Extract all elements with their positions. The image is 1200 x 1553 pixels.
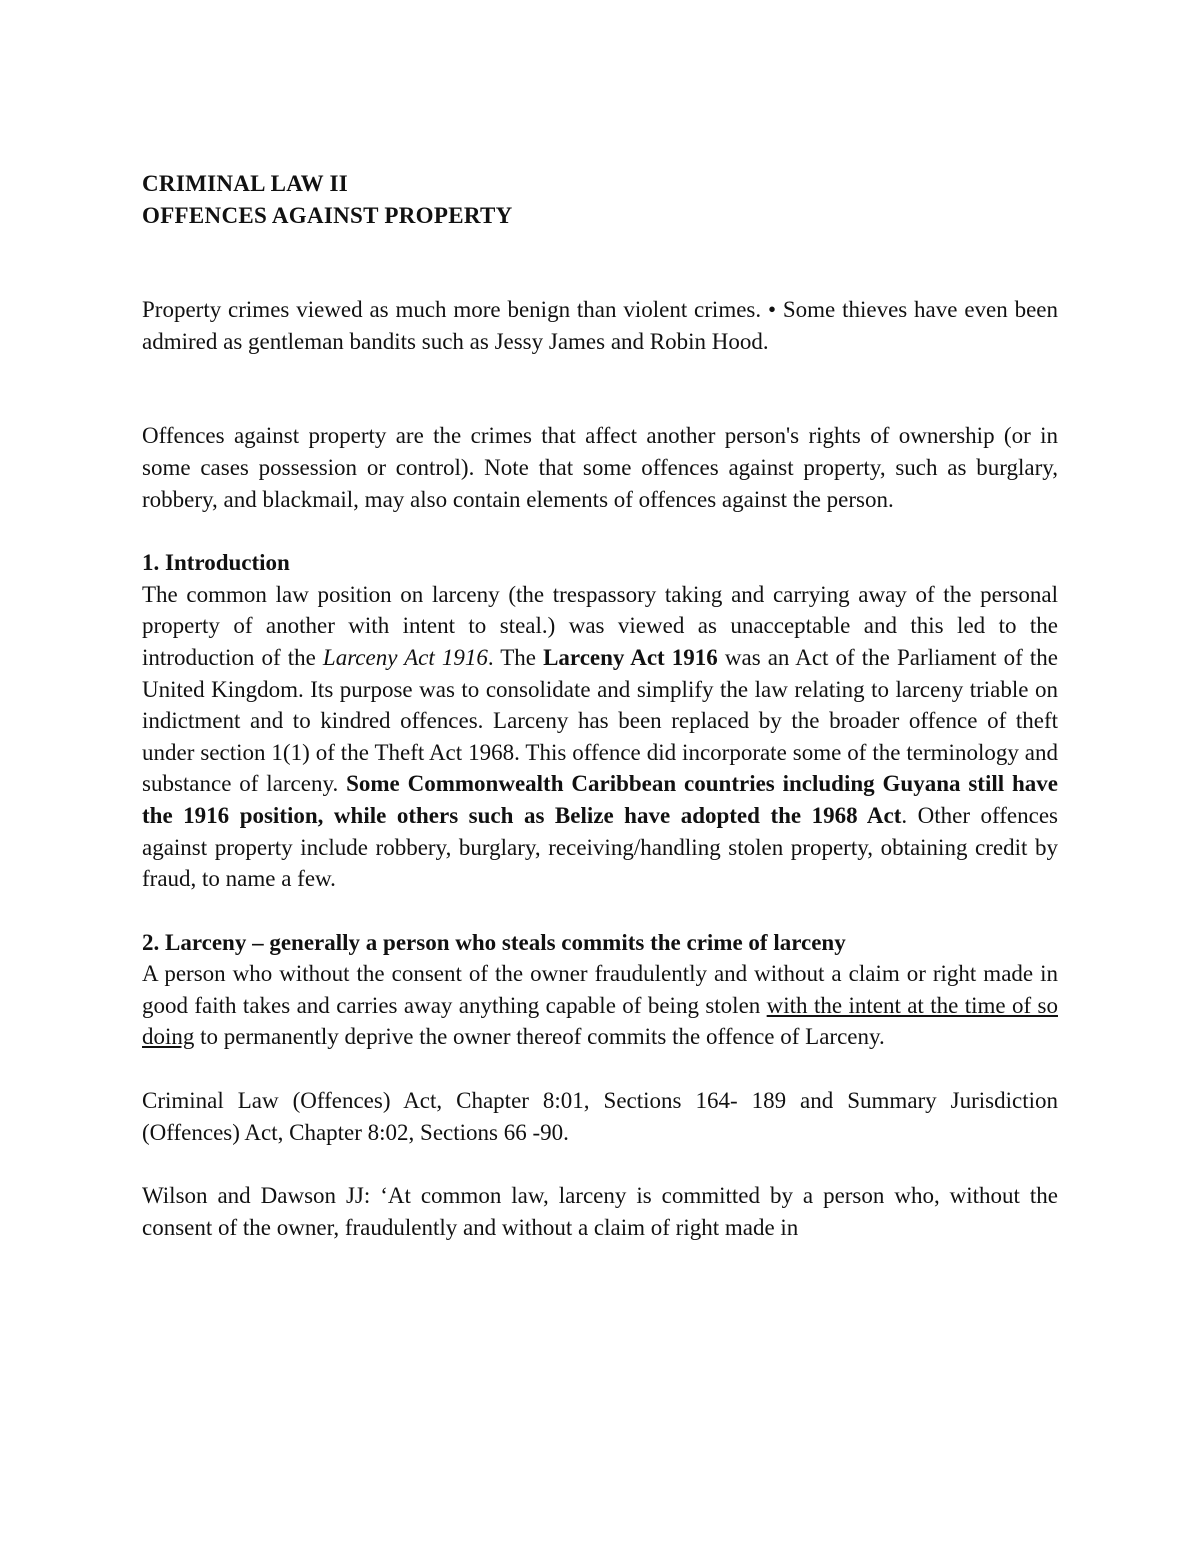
spacer: [142, 515, 1058, 547]
text-run: . The: [487, 644, 544, 670]
spacer: [142, 895, 1058, 927]
text-run: A person who without the consent of the owner fraudulently and without a claim or right made in good faith takes and carries away anything capable of being stolen: [142, 961, 1058, 1018]
paragraph-intro: Property crimes viewed as much more benign than violent crimes. • Some thieves have even been admired as gentleman bandits such as Jessy James and Robin Hood.: [142, 297, 1058, 354]
underlined-intent-phrase: with the intent at the time of so doing: [142, 992, 1058, 1050]
course-title: CRIMINAL LAW II: [142, 171, 349, 196]
text-run: The common law position on larceny (the trespassory taking and carrying away of the personal property of another with intent to steal.) was viewed as unacceptable and this led to the introduction of the: [142, 581, 1058, 670]
section-heading-larceny: 2. Larceny – generally a person who steals commits the crime of larceny: [142, 929, 846, 955]
paragraph-statutes: Criminal Law (Offences) Act, Chapter 8:01, Sections 164- 189 and Summary Jurisdiction (Offences) Act, Chapter 8:02, Sections 66 -90.: [142, 1088, 1058, 1145]
paragraph-introduction-body: [142, 579, 1058, 895]
spacer: [142, 231, 1058, 294]
text-run: was an Act of the Parliament of the United Kingdom. Its purpose was to consolidate and simplify the law relating to larceny triable on indictment and to kindred offences. Larceny has been replaced by the broader offence of theft under section 1(1) of the Theft Act 1968. This offence did incorporate some of the terminology and substance of larceny.: [142, 644, 1058, 797]
bold-commonwealth-note: Some Commonwealth Caribbean countries including Guyana still have the 1916 position, while others such as Belize have adopted the 1968 Act: [142, 771, 1058, 828]
paragraph-definition: Offences against property are the crimes that affect another person's rights of ownership (or in some cases possession or control). Note that some offences against property, such as burglary, robbery, and blackmail, may also contain elements of offences against the person.: [142, 423, 1058, 512]
topic-title: OFFENCES AGAINST PROPERTY: [142, 202, 513, 228]
paragraph-larceny-definition: [142, 958, 1058, 1053]
section-heading-introduction: 1. Introduction: [142, 550, 290, 576]
text-run: to permanently deprive the owner thereof commits the offence of Larceny.: [194, 1024, 885, 1050]
text-run: . Other offences against property include robbery, burglary, receiving/handling stolen property, obtaining credit by fraud, to name a few.: [142, 802, 1058, 892]
document-page: [142, 168, 1058, 1243]
italic-act-title: Larceny Act 1916: [322, 644, 488, 670]
spacer: [142, 357, 1058, 420]
paragraph-quote: Wilson and Dawson JJ: ‘At common law, larceny is committed by a person who, without the consent of the owner, fraudulently and without a claim of right made in: [142, 1183, 1058, 1240]
bold-act-title: Larceny Act 1916: [543, 644, 718, 670]
spacer: [142, 1148, 1058, 1180]
spacer: [142, 1053, 1058, 1085]
